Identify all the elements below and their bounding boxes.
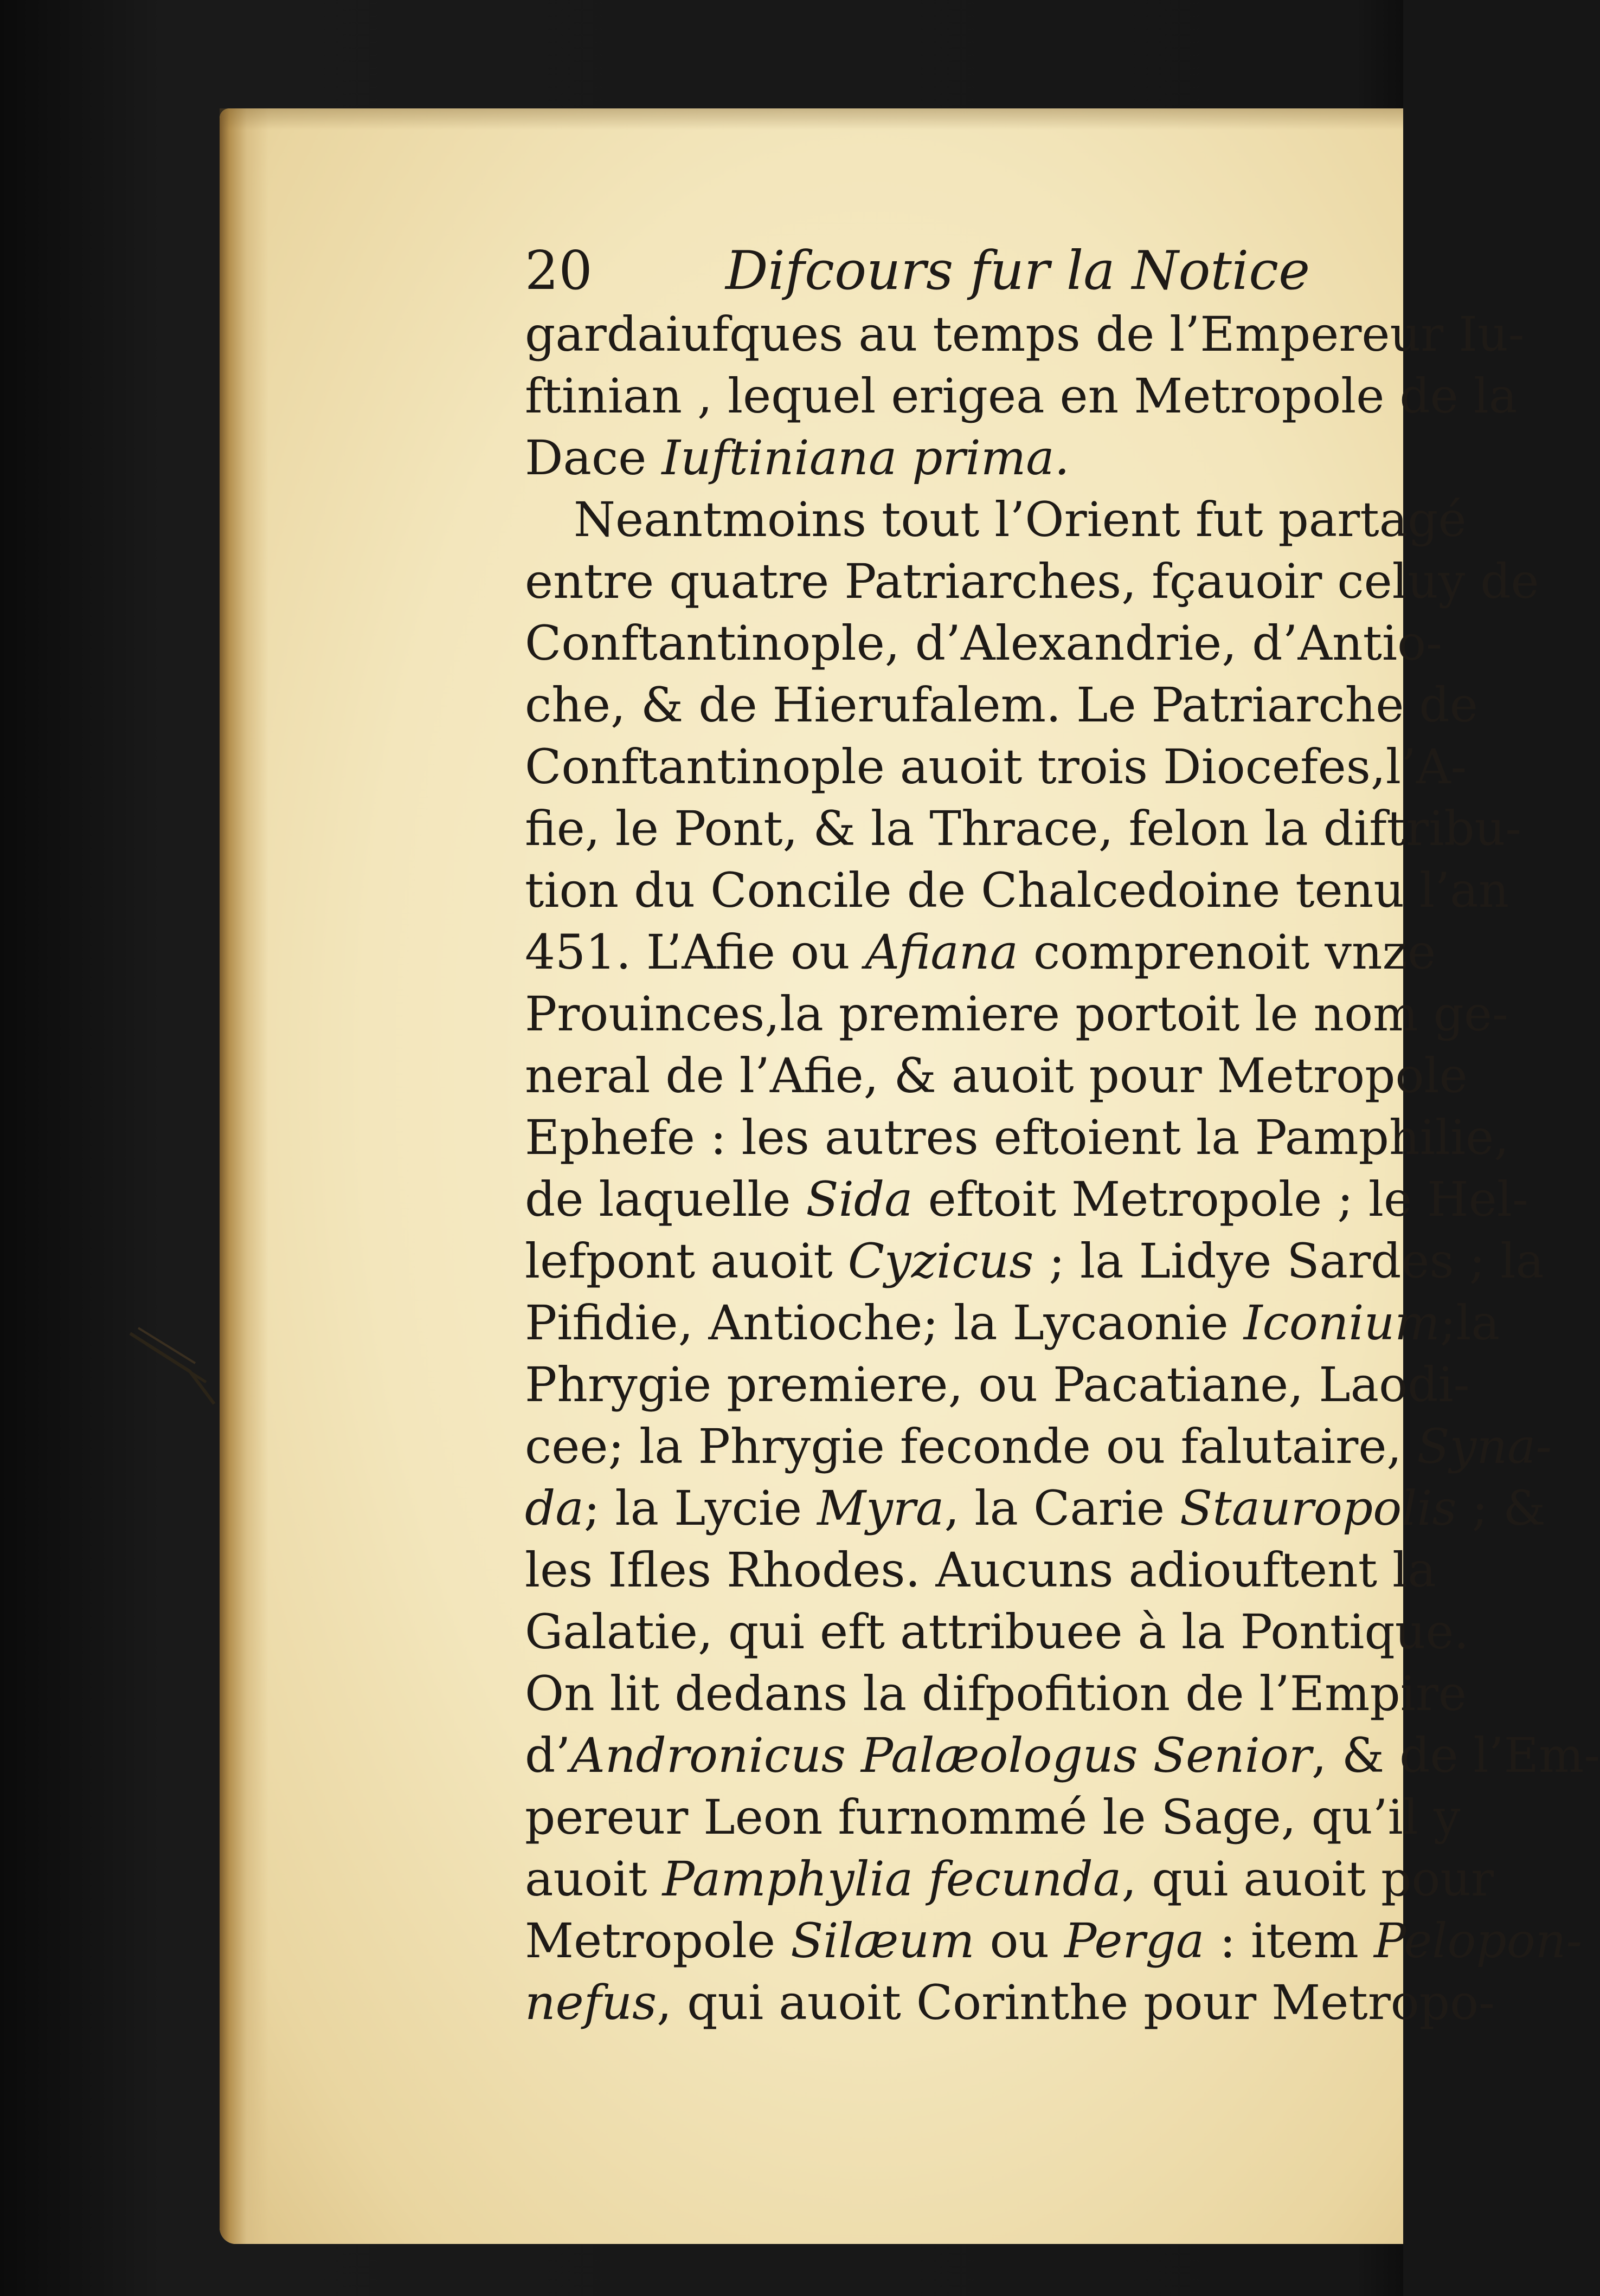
- text-line: cee; la Phrygie feconde ou falutaire, Syna-: [525, 1418, 1552, 1474]
- page-number: 20: [525, 240, 593, 302]
- text-line: de laquelle Sida eftoit Metropole ; le Hel-: [525, 1171, 1528, 1227]
- text-line: gardaiufques au temps de l’Empereur Iu-: [525, 306, 1525, 362]
- text-line: Conftantinople auoit trois Diocefes,l’A-: [525, 739, 1467, 795]
- text-line: neral de l’Afie, & auoit pour Metropole: [525, 1048, 1468, 1104]
- text-line: fie, le Pont, & la Thrace, felon la diftribu-: [525, 801, 1521, 856]
- text-line: che, & de Hierufalem. Le Patriarche de: [525, 677, 1478, 733]
- text-block: [525, 238, 1600, 2034]
- text-line: nefus, qui auoit Corinthe pour Metropo-: [525, 1975, 1495, 2030]
- text-line: Conftantinople, d’Alexandrie, d’Antio-: [525, 615, 1442, 671]
- text-line: Prouinces,la premiere portoit le nom ge-: [525, 986, 1508, 1042]
- text-line: da; la Lycie Myra, la Carie Stauropolis ; &: [525, 1480, 1546, 1536]
- text-line: auoit Pamphylia fecunda, qui auoit pour: [525, 1851, 1494, 1907]
- text-line: On lit dedans la difpofition de l’Empire: [525, 1666, 1467, 1721]
- text-line: Pifidie, Antioche; la Lycaonie Iconium;la: [525, 1295, 1500, 1351]
- text-line: ftinian , lequel erigea en Metropole de la: [525, 368, 1518, 424]
- text-line: entre quatre Patriarches, fçauoir celuy de: [525, 553, 1539, 609]
- text-line: lefpont auoit Cyzicus ; la Lidye Sardes ; la: [525, 1233, 1544, 1289]
- text-line: Dace Iuftiniana prima.: [525, 430, 1070, 486]
- paragraph-start-line: Neantmoins tout l’Orient fut partagé: [574, 492, 1467, 547]
- text-line: Ephefe : les autres eftoient la Pamphilie,: [525, 1110, 1509, 1165]
- text-line: les Ifles Rhodes. Aucuns adiouftent la: [525, 1542, 1436, 1598]
- text-line: Metropole Silæum ou Perga : item Pelopon-: [525, 1913, 1583, 1969]
- running-title: Difcours fur la Notice: [725, 240, 1310, 302]
- text-line: d’Andronicus Palæologus Senior, & de l’Em-: [525, 1727, 1600, 1783]
- binding-edge: [220, 108, 268, 2244]
- page-header: [525, 238, 1381, 304]
- text-line: 451. L’Afie ou Afiana comprenoit vnze: [525, 924, 1436, 980]
- text-line: pereur Leon furnommé le Sage, qu’il y: [525, 1789, 1461, 1845]
- text-line: Phrygie premiere, ou Pacatiane, Laodi-: [525, 1357, 1470, 1413]
- text-line: Galatie, qui eft attribuee à la Pontique.: [525, 1604, 1469, 1660]
- text-line: tion du Concile de Chalcedoine tenu l’an: [525, 862, 1509, 918]
- top-shadow: [220, 108, 1403, 130]
- gutter-thread-marks: [125, 1323, 222, 1409]
